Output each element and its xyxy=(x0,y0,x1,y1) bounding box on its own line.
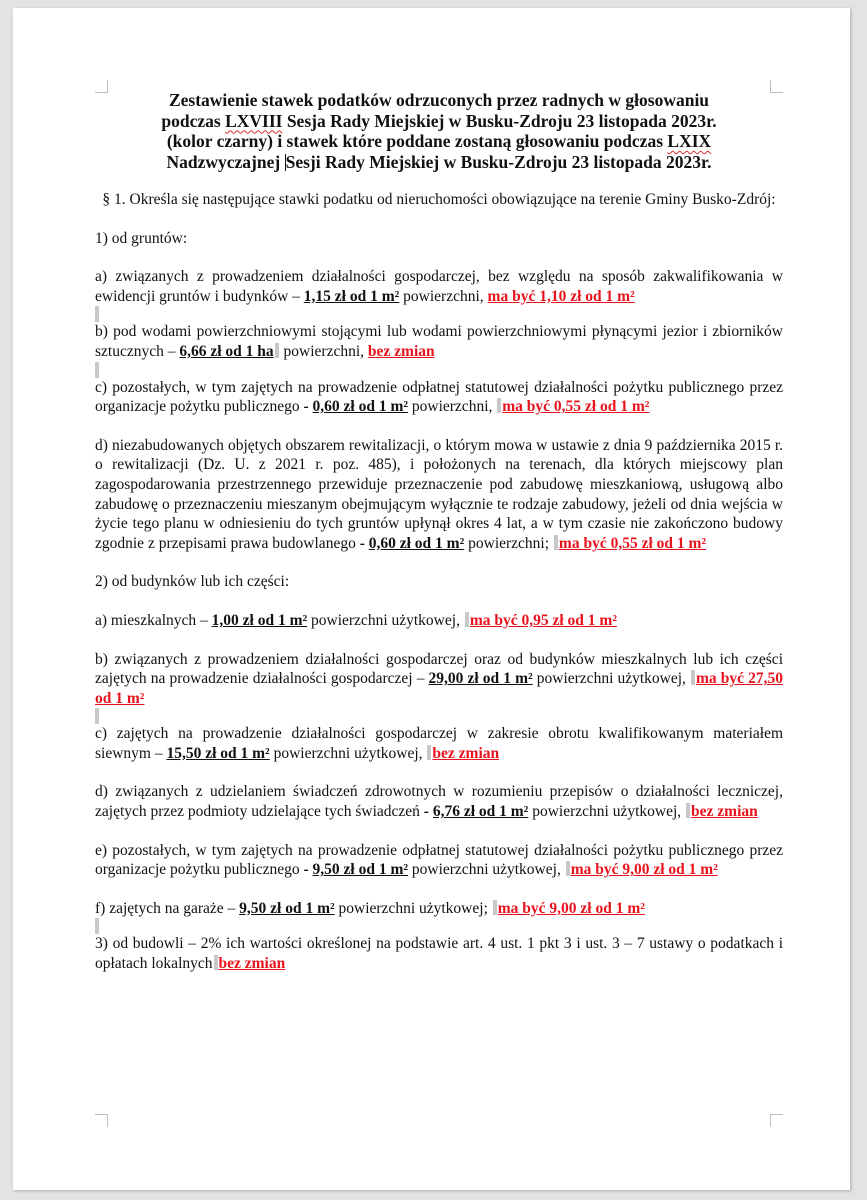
proposed-change: ma być 0,55 zł od 1 m² xyxy=(558,534,707,552)
proposed-change: bez zmian xyxy=(691,803,758,821)
rate-item xyxy=(95,841,783,880)
proposed-change: ma być 9,00 zł od 1 m² xyxy=(497,899,645,917)
document-title xyxy=(95,90,783,172)
current-rate: 6,76 zł od 1 m² xyxy=(432,803,529,821)
dash: - xyxy=(303,861,313,879)
current-rate: 9,50 zł od 1 m² xyxy=(239,899,335,917)
document-body[interactable] xyxy=(95,90,783,974)
current-rate: 29,00 zł od 1 m² xyxy=(428,670,533,688)
item-text: powierzchni użytkowej, xyxy=(408,861,565,879)
proposed-change: ma być 9,00 zł od 1 m² xyxy=(570,861,718,879)
current-rate: 15,50 zł od 1 m² xyxy=(166,744,270,762)
item-text: powierzchni użytkowej; xyxy=(334,899,492,917)
current-rate: 1,00 zł od 1 m² xyxy=(211,611,308,629)
proposed-change: ma być 1,10 zł od 1 m² xyxy=(487,287,635,305)
title-line: Sesji Rady Miejskiej w Busku-Zdroju 23 listopada 2023r. xyxy=(285,151,712,172)
rate-item xyxy=(95,322,783,361)
rate-item xyxy=(95,934,783,973)
spellcheck-word[interactable]: LXIX xyxy=(667,131,712,151)
current-rate: 6,66 zł od 1 ha xyxy=(179,342,274,360)
item-text: c) zajętych na prowadzenie działalności gospodarczej w zakresie obrotu kwalifikowanym materiałem siewnym – xyxy=(95,725,783,762)
change-marker xyxy=(275,343,279,358)
item-text: e) pozostałych, w tym zajętych na prowadzenie odpłatnej statutowej działalności pożytku publicznego przez organizacje pożytku publicznego xyxy=(95,841,783,879)
proposed-change: bez zmian xyxy=(432,744,500,762)
change-marker xyxy=(566,861,570,876)
rate-item xyxy=(95,724,783,763)
change-marker xyxy=(95,708,99,724)
item-text: powierzchni użytkowej, xyxy=(528,803,686,821)
rate-item xyxy=(95,436,783,554)
item-text: powierzchni; xyxy=(464,534,553,552)
change-marker xyxy=(95,306,99,322)
change-marker xyxy=(214,955,218,970)
title-line: Zestawienie stawek podatków odrzuconych przez radnych w głosowaniu xyxy=(168,90,710,110)
item-text: b) związanych z prowadzeniem działalności gospodarczej oraz od budynków mieszkalnych lub ich części zajętych na prowadzenie działalności gospodarczej – xyxy=(95,650,783,688)
rate-item xyxy=(95,782,783,821)
item-text: f) zajętych na garaże – xyxy=(95,899,240,917)
item-text: d) niezabudowanych objętych obszarem rewitalizacji, o którym mowa w ustawie z dnia 9 października 2015 r. o rewitalizacji (Dz. U. z 2021 r. poz. 485), i położonych na terenach, dla których miejscowy plan zagospodarowania przestrzennego przewiduje przeznaczenie pod zabudowę mieszkaniową, usługową albo zabudowę o przeznaczeniu mieszanym obejmującym wyłącznie te rodzaje zabudowy, jeżeli od dnia wejścia w życie tego planu w odniesieniu do tych gruntów upłynął okres 4 lat, a w tym czasie nie zakończono budowy zgodnie z przepisami prawa budowlanego xyxy=(95,436,783,552)
item-text: powierzchni, xyxy=(279,342,368,360)
item-text: d) związanych z udzielaniem świadczeń zdrowotnych w rozumieniu przepisów o działalności leczniczej, zajętych przez podmioty udzielające tych świadczeń xyxy=(95,783,783,821)
rate-item xyxy=(95,611,783,631)
proposed-change: ma być 27,50 od 1 m² xyxy=(95,670,783,707)
rate-item xyxy=(95,650,783,709)
spellcheck-word[interactable]: LXVIII xyxy=(225,110,283,131)
item-text: powierzchni użytkowej, xyxy=(269,744,427,762)
rate-item xyxy=(95,899,783,919)
title-line: (kolor czarny) i stawek które poddane zostaną głosowaniu podczas xyxy=(166,131,668,151)
change-marker xyxy=(95,918,99,934)
item-text: c) pozostałych, w tym zajętych na prowadzenie odpłatnej statutowej działalności pożytku publicznego przez organizacje pożytku publicznego xyxy=(95,378,783,416)
change-marker xyxy=(497,398,501,413)
item-text: powierzchni użytkowej, xyxy=(532,670,690,688)
change-marker xyxy=(554,535,558,550)
item-text: powierzchni użytkowej, xyxy=(307,611,464,629)
item-text: powierzchni, xyxy=(408,398,497,416)
rate-item xyxy=(95,378,783,417)
proposed-change: ma być 0,55 zł od 1 m² xyxy=(502,398,650,416)
current-rate: 0,60 zł od 1 m² xyxy=(312,398,409,416)
change-marker xyxy=(686,803,690,818)
item-text: powierzchni, xyxy=(399,287,488,305)
item-text: a) mieszkalnych – xyxy=(95,611,212,629)
section-heading: 1) od gruntów: xyxy=(95,229,188,247)
proposed-change: bez zmian xyxy=(367,342,435,360)
item-text: 3) od budowli – 2% ich wartości określonej na podstawie art. 4 ust. 1 pkt 3 i ust. 3 – 7 ustawy o podatkach i opłatach lokalnych xyxy=(95,935,783,973)
change-marker xyxy=(493,900,497,915)
proposed-change: ma być 0,95 zł od 1 m² xyxy=(469,611,617,629)
current-rate: 0,60 zł od 1 m² xyxy=(368,534,465,552)
title-line: podczas xyxy=(161,110,226,131)
item-text: a) związanych z prowadzeniem działalności gospodarczej, bez względu na sposób zakwalifikowania w ewidencji gruntów i budynków – xyxy=(95,268,783,305)
change-marker xyxy=(465,612,469,627)
item-text: b) pod wodami powierzchniowymi stojącymi lub wodami powierzchniowymi płynącymi jezior i zbiorników sztucznych – xyxy=(95,323,783,360)
dash: - xyxy=(423,803,433,821)
change-marker xyxy=(691,670,695,685)
title-line: Nadzwyczajnej xyxy=(166,151,285,172)
margin-corner-mark xyxy=(770,1114,783,1127)
proposed-change: bez zmian xyxy=(218,955,286,973)
document-page[interactable] xyxy=(13,8,850,1190)
title-line: Sesja Rady Miejskiej w Busku-Zdroju 23 listopada 2023r. xyxy=(282,110,717,131)
change-marker xyxy=(95,362,99,378)
rate-item xyxy=(95,267,783,306)
margin-corner-mark xyxy=(95,1114,108,1127)
paragraph-intro: § 1. Określa się następujące stawki podatku od nieruchomości obowiązujące na terenie Gminy Busko-Zdrój: xyxy=(102,191,776,208)
dash: - xyxy=(303,398,313,416)
current-rate: 1,15 zł od 1 m² xyxy=(303,287,400,305)
dash: - xyxy=(359,534,369,552)
change-marker xyxy=(427,745,431,760)
current-rate: 9,50 zł od 1 m² xyxy=(312,861,409,879)
section-heading: 2) od budynków lub ich części: xyxy=(95,573,290,591)
